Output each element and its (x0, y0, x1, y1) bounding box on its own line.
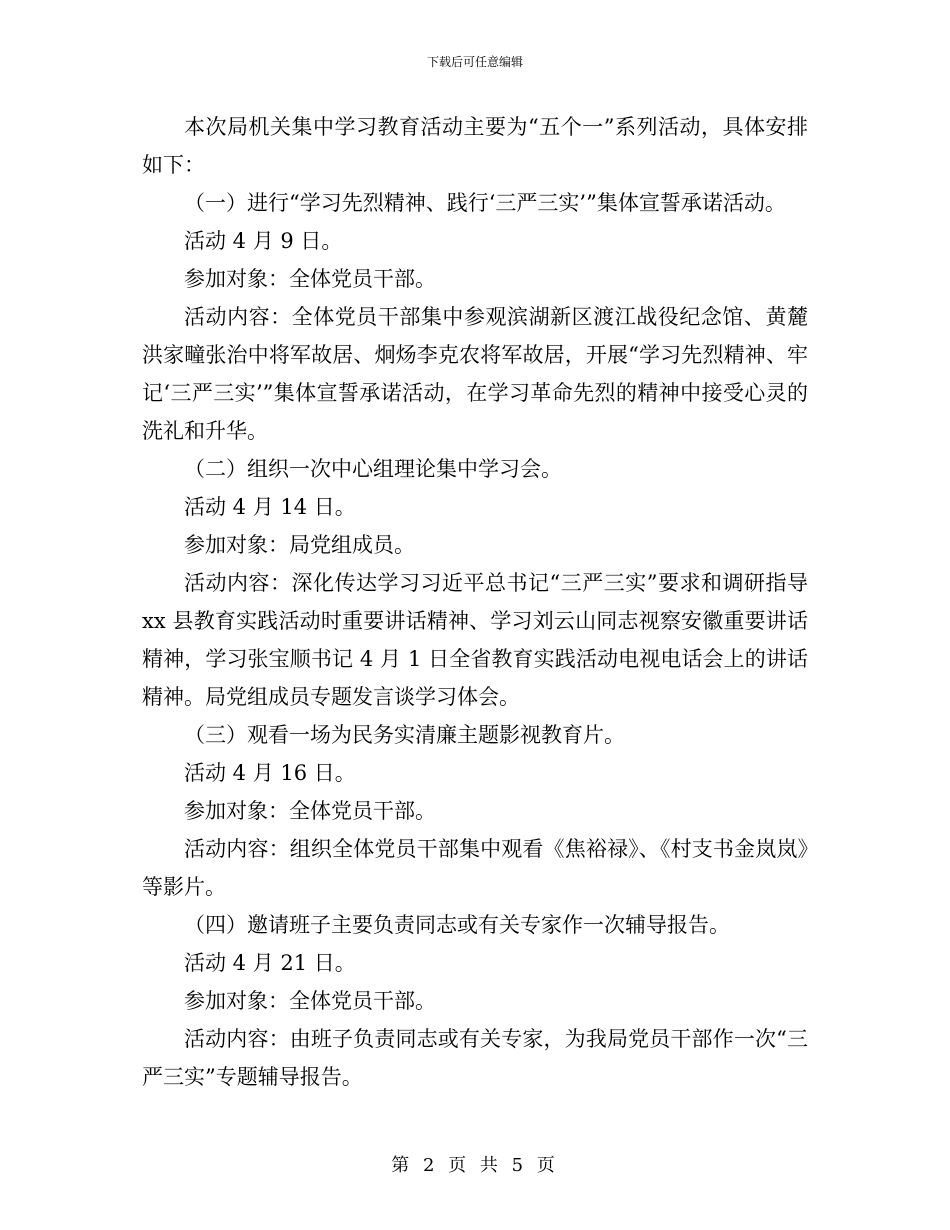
activity-content-3: 活动内容：组织全体党员干部集中观看《焦裕禄》、《村支书金岚岚》等影片。 (142, 837, 808, 899)
section-heading-4: （四）邀请班子主要负责同志或有关专家作一次辅导报告。 (184, 913, 730, 937)
section-heading-1: （一）进行“学习先烈精神、践行‘三严三实’”集体宣誓承诺活动。 (184, 191, 786, 215)
activity-date-3: 活动 4 月 16 日。 (184, 761, 356, 785)
activity-date-2: 活动 4 月 14 日。 (184, 495, 356, 519)
activity-content-1: 活动内容：全体党员干部集中参观滨湖新区渡江战役纪念馆、黄麓洪家疃张治中将军故居、炯炀李克农将军故居，开展“学习先烈精神、牢记‘三严三实’”集体宣誓承诺活动，在学习革命先烈的精神中接受心灵的洗礼和升华。 (142, 305, 808, 443)
activity-content-4: 活动内容：由班子负责同志或有关专家，为我局党员干部作一次“三严三实”专题辅导报告。 (142, 1027, 808, 1089)
participants-4: 参加对象：全体党员干部。 (184, 989, 436, 1013)
activity-date-4: 活动 4 月 21 日。 (184, 951, 356, 975)
page-number-footer: 第 2 页 共 5 页 (391, 1155, 559, 1176)
section-heading-3: （三）观看一场为民务实清廉主题影视教育片。 (184, 723, 625, 747)
activity-date-1: 活动 4 月 9 日。 (184, 229, 343, 253)
header-note: 下载后可任意编辑 (426, 55, 523, 69)
section-heading-2: （二）组织一次中心组理论集中学习会。 (184, 457, 562, 481)
activity-content-2: 活动内容：深化传达学习习近平总书记“三严三实”要求和调研指导 xx 县教育实践活动时重要讲话精神、学习刘云山同志视察安徽重要讲话精神，学习张宝顺书记 4 月 1 日全省教育实践活动电视电话会上的讲话精神。局党组成员专题发言谈学习体会。 (142, 571, 808, 709)
participants-1: 参加对象：全体党员干部。 (184, 267, 436, 291)
participants-2: 参加对象：局党组成员。 (184, 533, 415, 557)
participants-3: 参加对象：全体党员干部。 (184, 799, 436, 823)
document-body (142, 108, 808, 1096)
intro-paragraph: 本次局机关集中学习教育活动主要为“五个一”系列活动，具体安排如下： (142, 115, 808, 177)
